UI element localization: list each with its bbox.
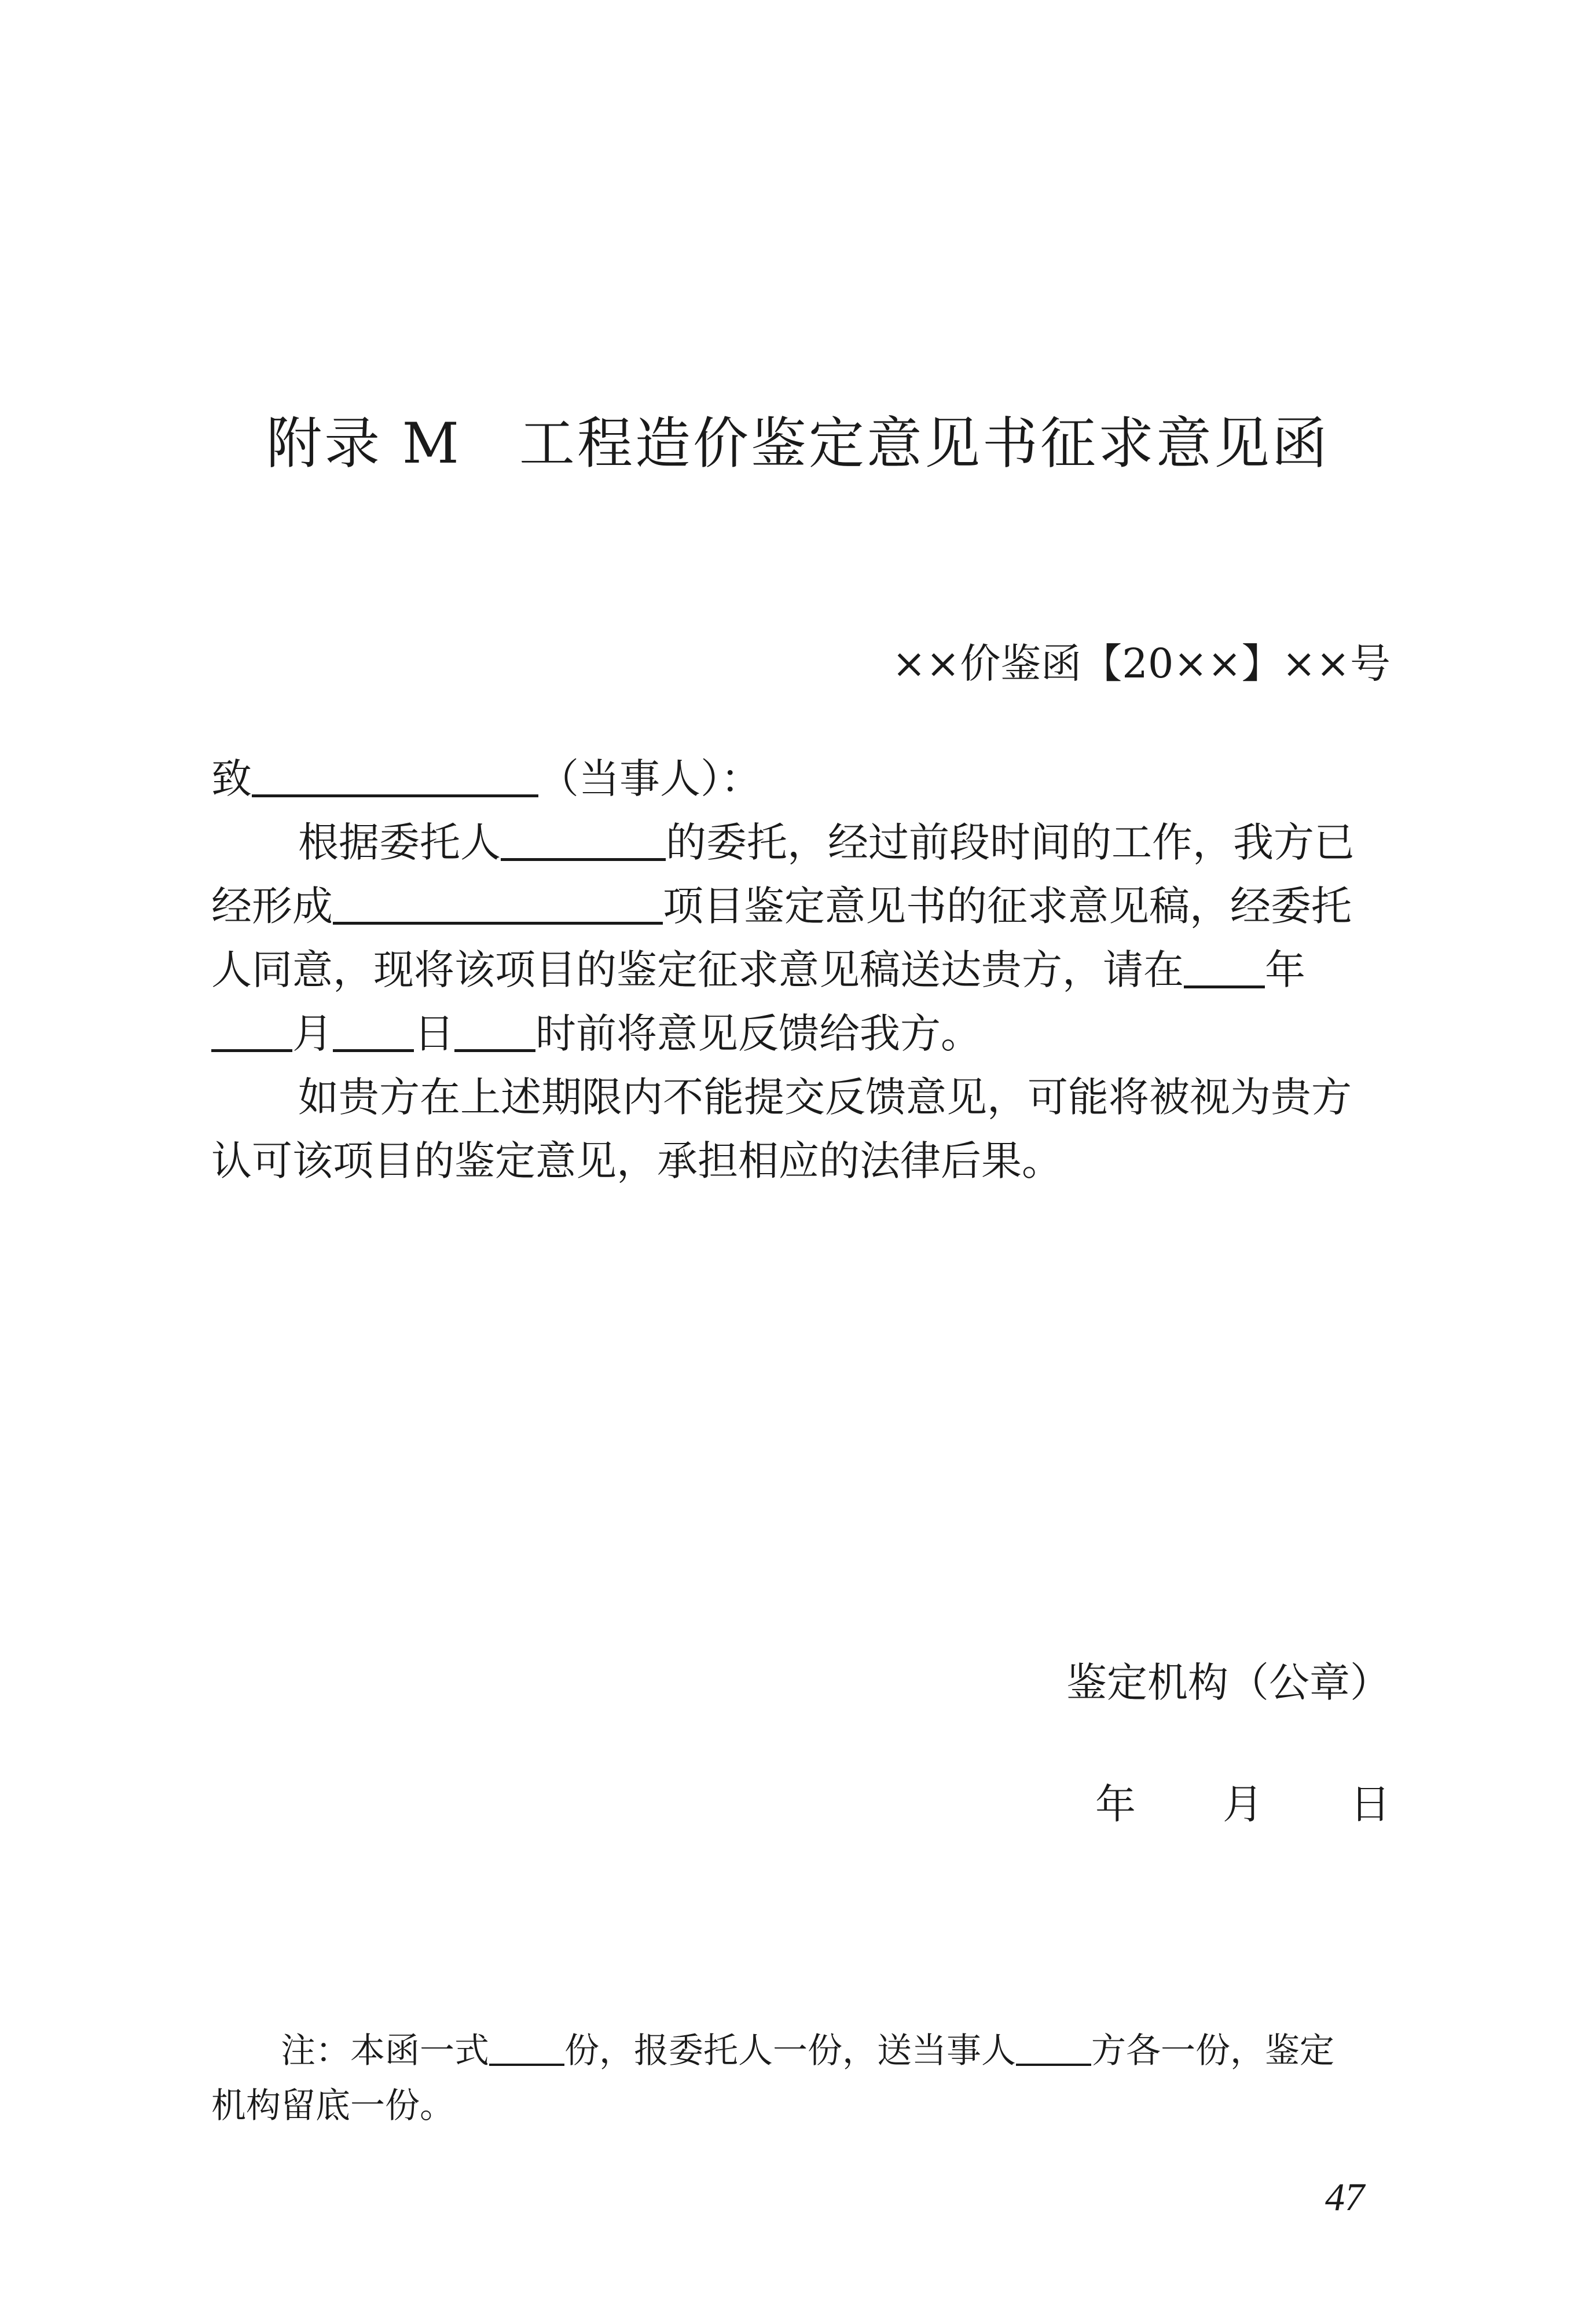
paragraph1-line2: 经形成 项目鉴定意见书的征求意见稿，经委托	[211, 882, 1352, 930]
footnote	[211, 2024, 1392, 2134]
paragraph2-line1: 如贵方在上述期限内不能提交反馈意见，可能将被视为贵方	[298, 1073, 1352, 1121]
signature-label: 鉴定机构（公章）	[1066, 1659, 1390, 1706]
parties-blank	[1016, 2031, 1091, 2066]
paragraph2-line2: 认可该项目的鉴定意见，承担相应的法律后果。	[211, 1137, 1062, 1185]
footnote-line2: 机构留底一份。	[211, 2086, 454, 2126]
page-number: 47	[1325, 2175, 1364, 2219]
footnote-line1: 注：本函一式 份，报委托人一份，送当事人 方各一份，鉴定	[281, 2031, 1334, 2071]
hour-blank	[454, 1011, 535, 1052]
copies-blank	[489, 2031, 564, 2066]
project-blank	[333, 884, 663, 925]
appendix-label: 附录 M	[266, 411, 461, 476]
month-blank	[211, 1011, 292, 1052]
year-blank	[1184, 947, 1265, 988]
paragraph1-line3: 人同意，现将该项目的鉴定征求意见稿送达贵方，请在 年	[211, 946, 1305, 994]
principal-blank	[501, 820, 666, 861]
title-main: 工程造价鉴定意见书征求意见函	[519, 411, 1330, 476]
page-title	[0, 400, 1596, 479]
signature-date: 年 月 日	[1095, 1780, 1390, 1828]
party-blank	[252, 756, 538, 797]
paragraph1-line1: 根据委托人 的委托，经过前段时间的工作，我方已	[298, 819, 1355, 866]
day-blank	[333, 1011, 414, 1052]
paragraph1-line4: 月 日 时前将意见反馈给我方。	[211, 1002, 1392, 1065]
reference-number: ××价鉴函【20××】××号	[892, 640, 1390, 687]
letter-body	[211, 747, 1392, 1193]
salutation-line: 致 （当事人）：	[211, 755, 761, 803]
